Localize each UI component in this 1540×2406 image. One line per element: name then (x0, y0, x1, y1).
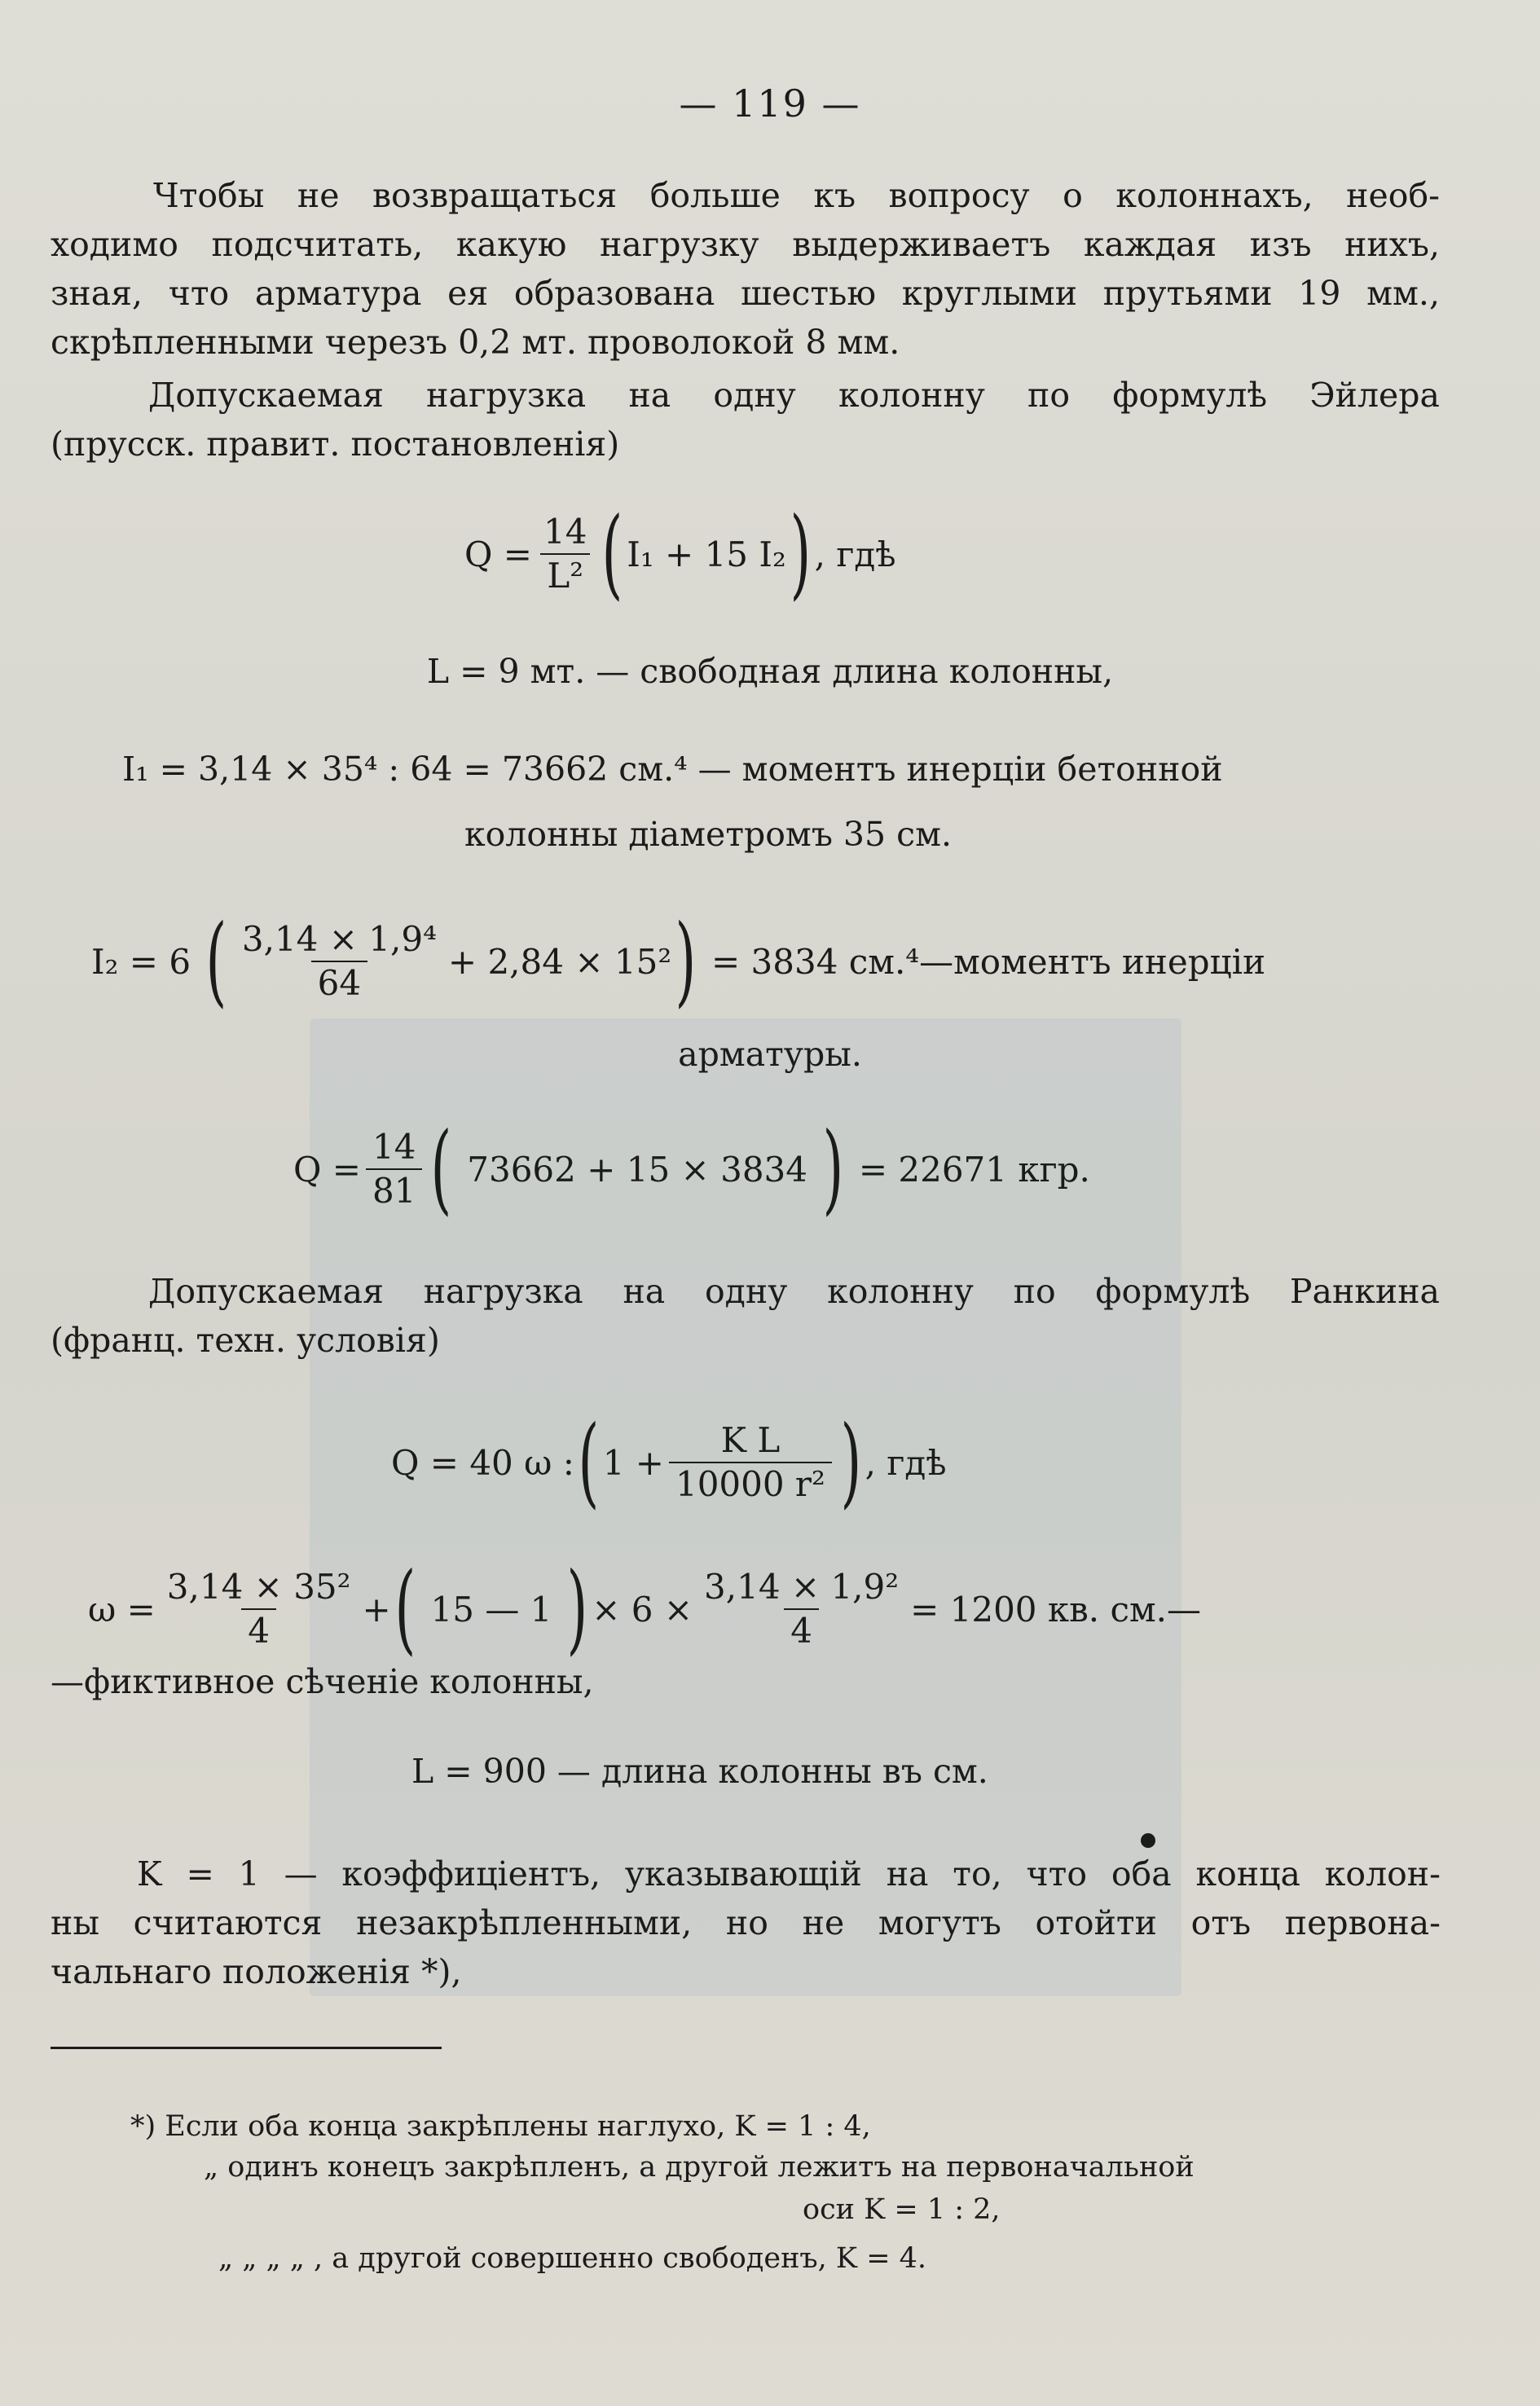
formula-lhs: Q = 40 ω : (391, 1442, 574, 1483)
euler-result (293, 1112, 1090, 1225)
intro-line: Чтобы не возвращаться больше къ вопросу о колоннахъ, необ- (153, 176, 1440, 215)
formula-body: 15 — 1 (430, 1589, 552, 1630)
rankine-intro (51, 1267, 1440, 1365)
fraction (669, 1419, 832, 1504)
rankine-formula (391, 1405, 947, 1519)
formula-plus: + (362, 1589, 391, 1630)
footnote-line: „ „ „ „ , а другой совершенно свободенъ, K = 4. (218, 2242, 927, 2275)
numerator: 14 (372, 1126, 416, 1167)
footnote-rule (51, 2047, 442, 2049)
rankine-line: (франц. техн. условія) (51, 1321, 440, 1360)
K-line: чальнаго положенія *), (51, 1952, 462, 1991)
denominator: 4 (241, 1608, 276, 1649)
K-line: K = 1 — коэффиціентъ, указывающій на то, что оба конца колон- (137, 1854, 1441, 1894)
fraction (366, 1126, 422, 1211)
intro-line: скрѣпленными черезъ 0,2 мт. проволокой 8 мм. (51, 323, 900, 362)
footnote-line: *) Если оба конца закрѣплены наглухо, K = 1 : 4, (130, 2110, 871, 2143)
omega-continuation: —фиктивное сѣченіе колонны, (51, 1662, 594, 1701)
fraction (161, 1566, 358, 1651)
omega-formula (88, 1552, 1202, 1665)
fraction (697, 1566, 905, 1651)
formula-plus-term: + 2,84 × 15² (447, 941, 672, 982)
left-paren: ( (430, 1112, 452, 1225)
ink-dot (1141, 1833, 1155, 1848)
intro-line: ходимо подсчитать, какую нагрузку выдерживаетъ каждая изъ нихъ, (51, 225, 1440, 264)
formula-body: 73662 + 15 × 3834 (467, 1149, 807, 1190)
numerator: 14 (543, 511, 587, 552)
formula-mult: × 6 × (592, 1589, 693, 1630)
footnote-line: оси K = 1 : 2, (803, 2193, 1001, 2226)
euler-intro (51, 371, 1440, 468)
left-paren: ( (601, 497, 623, 610)
denominator: 4 (784, 1608, 819, 1649)
formula-lhs: Q = (464, 534, 532, 574)
denominator: 64 (311, 961, 367, 1001)
right-paren: ) (790, 497, 812, 610)
left-paren: ( (394, 1552, 416, 1665)
fraction (537, 511, 593, 596)
formula-lhs: I₂ = 6 (91, 941, 191, 982)
I2-continuation: арматуры. (678, 1035, 862, 1074)
euler-formula (464, 497, 896, 610)
fraction (235, 918, 443, 1003)
right-paren: ) (675, 904, 697, 1018)
denominator: 81 (366, 1168, 422, 1209)
formula-tail: , гдѣ (814, 534, 896, 574)
formula-one: 1 + (602, 1442, 664, 1483)
denominator: L² (540, 553, 590, 594)
right-paren: ) (566, 1552, 588, 1665)
left-paren: ( (205, 904, 227, 1018)
L-definition: L = 9 мт. — свободная длина колонны, (426, 652, 1114, 691)
K-line: ны считаются незакрѣпленными, но не могутъ отойти отъ первона- (51, 1903, 1441, 1942)
rankine-line: Допускаемая нагрузка на одну колонну по формулѣ Ранкина (148, 1272, 1440, 1311)
numerator: 3,14 × 1,9² (704, 1566, 900, 1607)
formula-lhs: ω = (88, 1589, 156, 1630)
I2-formula (91, 904, 1266, 1018)
formula-body: I₁ + 15 I₂ (627, 534, 786, 574)
I1-continuation: колонны діаметромъ 35 см. (464, 815, 953, 854)
formula-tail: = 1200 кв. см.— (910, 1589, 1202, 1630)
L-cm-definition: L = 900 — длина колонны въ см. (411, 1752, 988, 1791)
right-paren: ) (822, 1112, 844, 1225)
formula-tail: , гдѣ (865, 1442, 947, 1483)
denominator: 10000 r² (669, 1462, 832, 1502)
formula-tail: = 3834 см.⁴—моментъ инерціи (711, 941, 1266, 982)
right-paren: ) (840, 1405, 862, 1519)
formula-tail: = 22671 кгр. (858, 1149, 1090, 1190)
euler-line: (прусск. правит. постановленія) (51, 424, 620, 464)
footnote-line: „ одинъ конецъ закрѣпленъ, а другой лежитъ на первоначальной (204, 2151, 1195, 2184)
formula-lhs: Q = (293, 1149, 361, 1190)
numerator: 3,14 × 35² (166, 1566, 351, 1607)
intro-line: зная, что арматура ея образована шестью круглыми прутьями 19 мм., (51, 274, 1440, 313)
numerator: K L (720, 1419, 781, 1460)
I1-definition: I₁ = 3,14 × 35⁴ : 64 = 73662 см.⁴ — моментъ инерціи бетонной (122, 750, 1223, 789)
intro-paragraph (51, 171, 1440, 367)
numerator: 3,14 × 1,9⁴ (241, 918, 437, 959)
K-paragraph (51, 1850, 1441, 1996)
euler-line: Допускаемая нагрузка на одну колонну по формулѣ Эйлера (148, 376, 1440, 415)
left-paren: ( (578, 1405, 600, 1519)
page-number: — 119 — (679, 81, 861, 125)
